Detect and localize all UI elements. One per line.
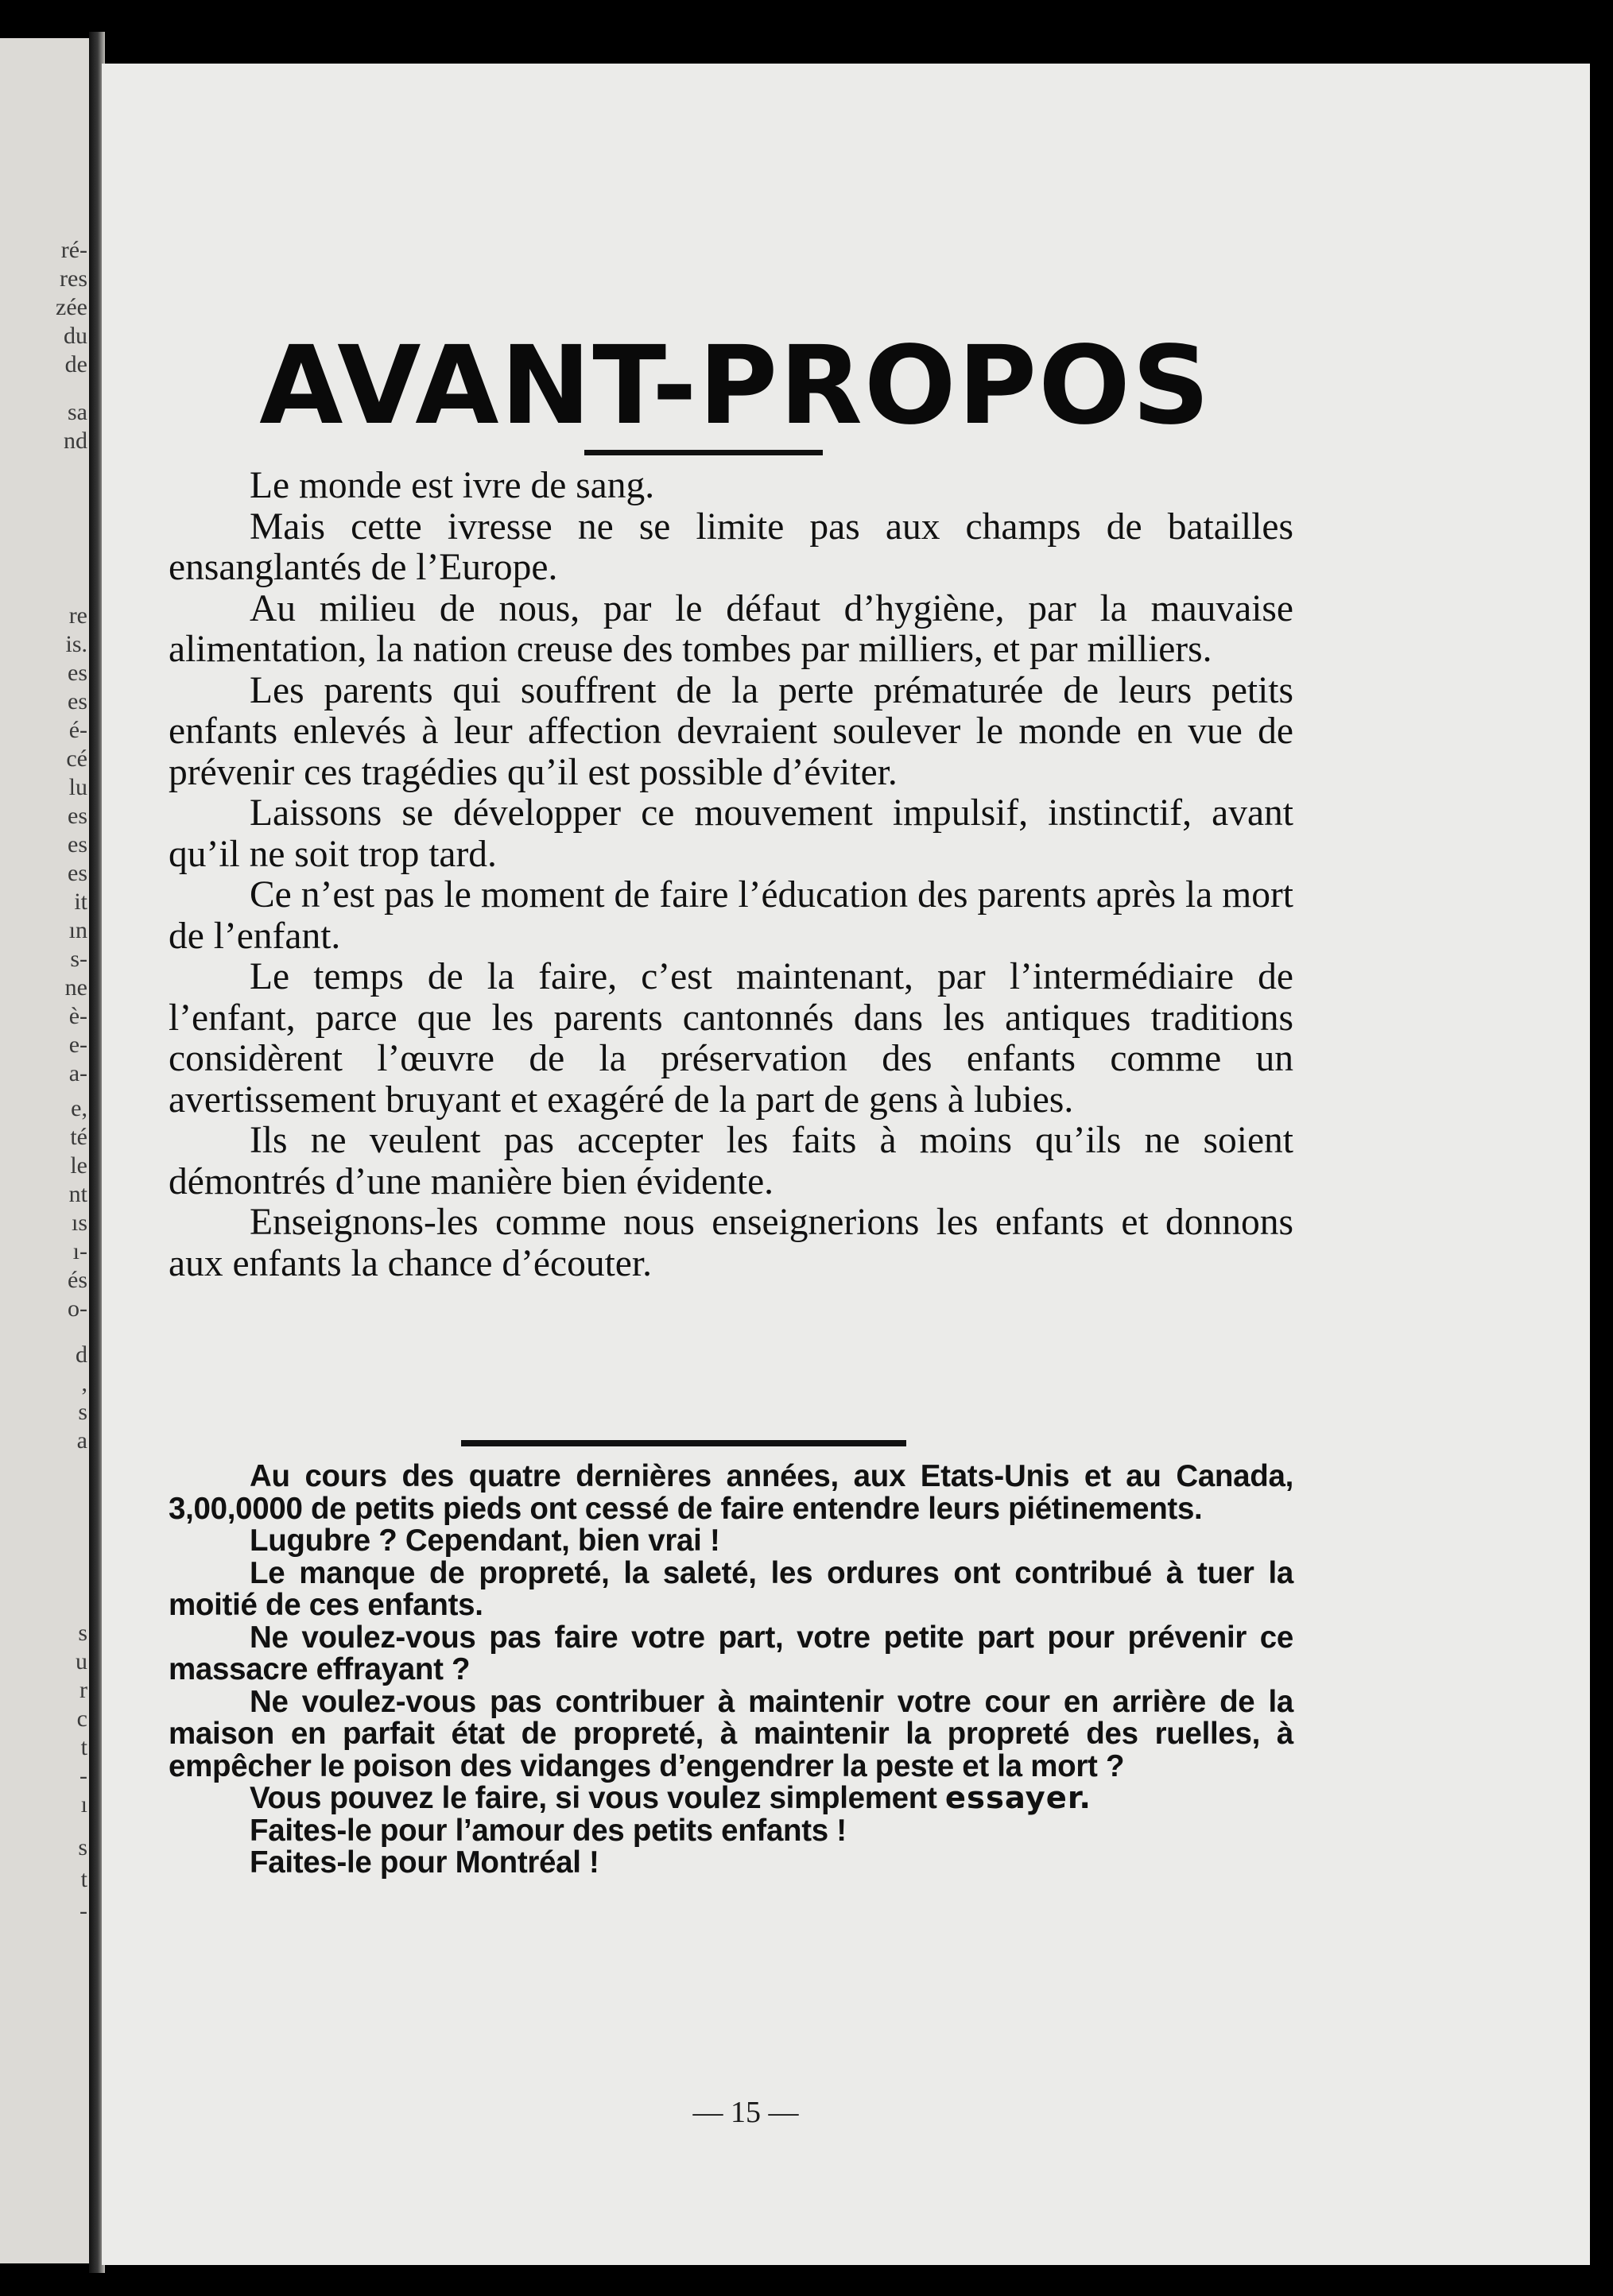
facing-page-fragment: d	[76, 1342, 87, 1368]
foreword-paragraph: Le temps de la faire, c’est maintenant, par l’intermédiaire de l’enfant, parce que les parents cantonnés dans les antiques traditions considèrent l’œuvre de la préservation des enfants comme un avertissement bruyant et exagéré de la part de gens à lubies.	[169, 956, 1293, 1121]
foreword-paragraph: Ils ne veulent pas accepter les faits à moins qu’ils ne soient démontrés d’une manière bien évidente.	[169, 1120, 1293, 1202]
facing-page-fragment: c	[76, 1706, 87, 1732]
foreword-paragraph: Mais cette ivresse ne se limite pas aux champs de batailles ensanglantés de l’Europe.	[169, 505, 1293, 588]
facing-page-fragment: r	[79, 1677, 87, 1703]
facing-page-fragment: s	[78, 1620, 87, 1646]
facing-page-fragment: é-	[68, 717, 87, 743]
facing-page-fragment: re	[68, 602, 87, 629]
appeal-paragraph: Lugubre ? Cependant, bien vrai !	[250, 1524, 720, 1558]
facing-page-fragment: du	[64, 323, 87, 349]
facing-page-fragment: ın	[68, 917, 87, 943]
facing-page-fragment: o-	[68, 1295, 87, 1322]
foreword-paragraph: Les parents qui souffrent de la perte prématurée de leurs petits enfants enlevés à leur affection devraient soulever le monde en vue de prévenir ces tragédies qu’il est possible d’éviter.	[169, 669, 1293, 793]
facing-page-fragment: e-	[68, 1032, 87, 1058]
facing-page-fragment: s-	[70, 946, 87, 972]
title-underline	[584, 450, 823, 455]
appeal-paragraph: Au cours des quatre dernières années, aux Etats-Unis et au Canada, 3,00,0000 de petits pieds ont cessé de faire entendre leurs piétinements.	[169, 1459, 1293, 1526]
closing-line-2: Faites-le pour l’amour des petits enfants !	[250, 1813, 847, 1848]
facing-page-fragment: it	[74, 889, 87, 915]
facing-page-fragment: is.	[65, 631, 87, 657]
facing-page-edge	[0, 38, 94, 2263]
facing-page-fragment: è-	[68, 1003, 87, 1029]
foreword-paragraph: Enseignons-les comme nous enseignerions les enfants et donnons aux enfants la chance d’écouter.	[169, 1202, 1293, 1284]
facing-page-fragment: de	[64, 351, 87, 378]
facing-page-fragment: ne	[64, 974, 87, 1001]
facing-page-fragment: sa	[68, 399, 87, 425]
foreword-paragraph: Au milieu de nous, par le défaut d’hygiène, par la mauvaise alimentation, la nation creuse des tombes par milliers, et par milliers.	[169, 587, 1293, 670]
foreword-paragraph: Laissons se développer ce mouvement impulsif, instinctif, avant qu’il ne soit trop tard.	[169, 792, 1293, 875]
facing-page-fragment: es	[68, 688, 87, 714]
page-number: — 15 —	[692, 2096, 799, 2129]
facing-page-fragment: cé	[66, 745, 87, 772]
facing-page-fragment: s	[78, 1399, 87, 1425]
facing-page-fragment: -	[79, 1763, 87, 1789]
facing-page-fragment: u	[76, 1648, 87, 1675]
facing-page-fragment: -	[79, 1898, 87, 1924]
appeal-body	[169, 1461, 1293, 1880]
facing-page-fragment: lu	[68, 774, 87, 800]
facing-page-fragment: a	[76, 1427, 87, 1454]
foreword-body	[169, 466, 1293, 1284]
facing-page-fragment: és	[68, 1267, 87, 1293]
facing-page-fragment: ı	[80, 1791, 87, 1818]
facing-page-fragment: s	[78, 1834, 87, 1860]
closing-text: Vous pouvez le faire, si vous voulez simplement	[250, 1781, 945, 1815]
appeal-paragraph: Ne voulez-vous pas contribuer à maintenir votre cour en arrière de la maison en parfait état de propreté, à maintenir la propreté des ruelles, à empêcher le poison des vidanges d’engendrer la peste et la mort ?	[169, 1684, 1293, 1783]
section-divider	[461, 1440, 906, 1446]
facing-page-fragment: ıs	[71, 1210, 87, 1236]
facing-page-fragment: a-	[68, 1060, 87, 1086]
facing-page-fragment: t	[80, 1734, 87, 1760]
facing-page-fragment: t	[80, 1866, 87, 1892]
facing-page-fragment: es	[68, 803, 87, 829]
page-title: AVANT-PROPOS	[259, 323, 1212, 449]
facing-page-fragment: res	[60, 265, 87, 292]
facing-page-fragment: té	[70, 1124, 87, 1150]
foreword-paragraph: Ce n’est pas le moment de faire l’éducation des parents après la mort de l’enfant.	[169, 874, 1293, 957]
closing-line-3: Faites-le pour Montréal !	[250, 1845, 599, 1880]
facing-page-fragment: zée	[56, 294, 87, 320]
closing-line-1	[169, 1780, 1293, 1816]
facing-page-fragment: e,	[71, 1095, 87, 1121]
facing-page-fragment: ré-	[60, 237, 87, 263]
closing-emphasis: essayer.	[944, 1780, 1091, 1816]
foreword-paragraph: Le monde est ivre de sang.	[250, 465, 655, 506]
facing-page-fragment: ,	[81, 1370, 87, 1396]
appeal-paragraph: Le manque de propreté, la saleté, les ordures ont contribué à tuer la moitié de ces enfants.	[169, 1555, 1293, 1622]
facing-page-fragment: es	[68, 660, 87, 686]
facing-page-fragment: le	[70, 1152, 87, 1179]
facing-page-fragment: es	[68, 831, 87, 858]
facing-page-fragment: nt	[68, 1181, 87, 1207]
facing-page-fragment: nd	[64, 428, 87, 454]
facing-page-fragment: es	[68, 860, 87, 886]
facing-page-fragment: ı-	[72, 1238, 87, 1264]
appeal-paragraph: Ne voulez-vous pas faire votre part, votre petite part pour prévenir ce massacre effrayant ?	[169, 1620, 1293, 1686]
